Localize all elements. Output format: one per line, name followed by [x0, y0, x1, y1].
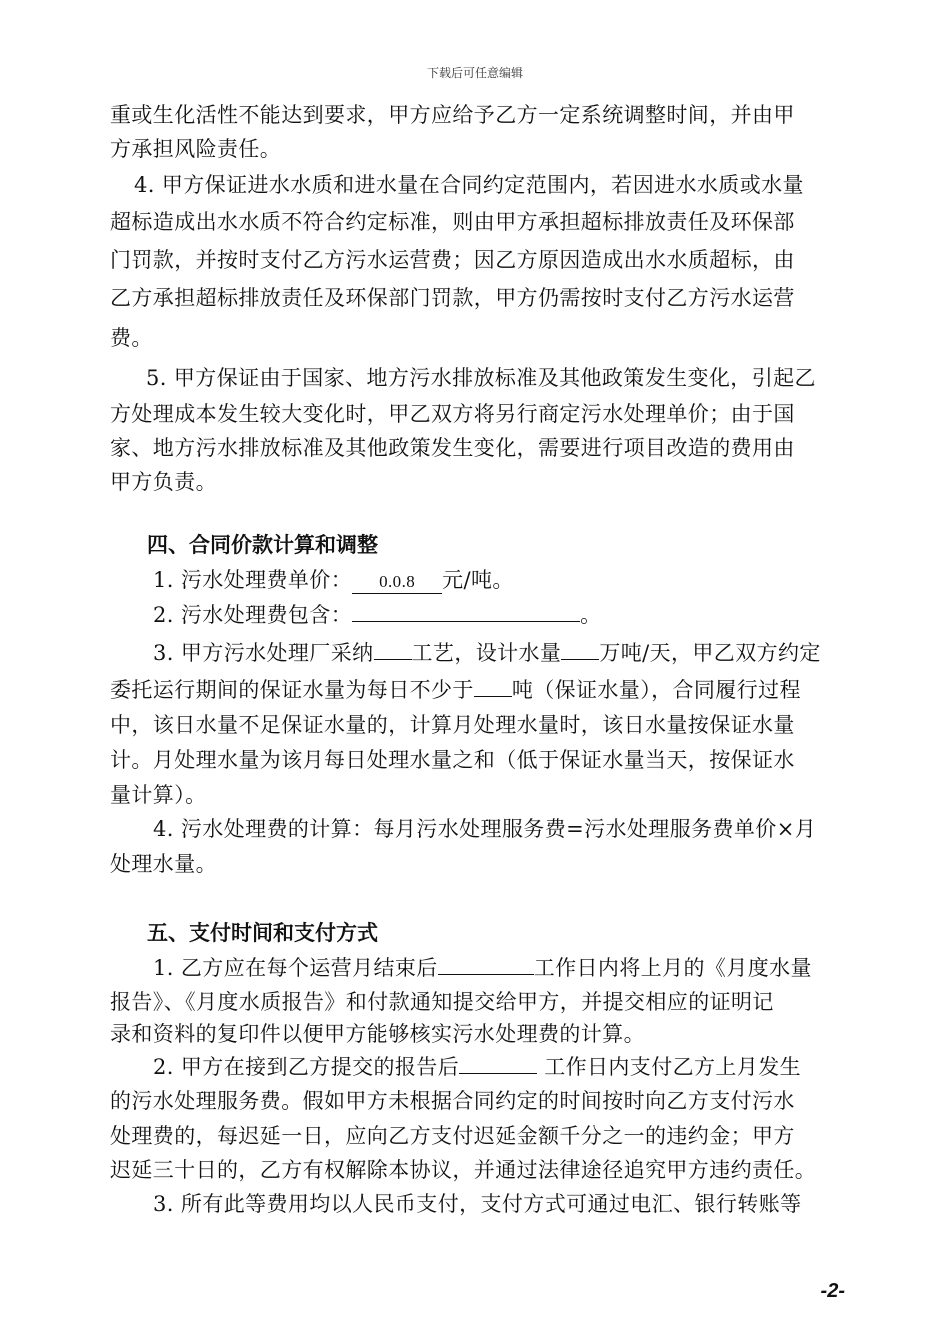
- clause-process: [153, 638, 893, 668]
- design-volume-blank: [561, 659, 599, 660]
- clause-text: 万吨/天，甲乙双方约定: [599, 641, 821, 665]
- clause-text: 元/吨。: [442, 568, 514, 592]
- report-days-blank: [438, 974, 534, 975]
- page-header: 下载后可任意编辑: [426, 66, 523, 80]
- guarantee-volume-blank: [474, 696, 512, 697]
- clause-text: 1. 乙方应在每个运营月结束后: [153, 956, 438, 980]
- body-line: 方处理成本发生较大变化时，甲乙双方将另行商定污水处理单价；由于国: [110, 402, 795, 426]
- clause-text: 工艺，设计水量: [411, 641, 562, 665]
- body-line: 处理水量。: [110, 852, 217, 876]
- clause-pay-days: [153, 1052, 893, 1082]
- body-line: 3. 所有此等费用均以人民币支付，支付方式可通过电汇、银行转账等: [153, 1192, 802, 1216]
- body-line: 费。: [110, 326, 153, 350]
- body-line: 超标造成出水水质不符合约定标准，则由甲方承担超标排放责任及环保部: [110, 210, 795, 234]
- clause-report-days: [153, 953, 893, 983]
- body-line: 中，该日水量不足保证水量的，计算月处理水量时，该日水量按保证水量: [110, 713, 795, 737]
- body-line: 迟延三十日的，乙方有权解除本协议，并通过法律途径追究甲方违约责任。: [110, 1158, 817, 1182]
- process-blank: [374, 659, 412, 660]
- body-line: 4. 污水处理费的计算：每月污水处理服务费=污水处理服务费单价×月: [153, 817, 817, 841]
- clause-guarantee: [110, 675, 850, 705]
- clause-text: 2. 甲方在接到乙方提交的报告后: [153, 1055, 460, 1079]
- body-line: 录和资料的复印件以便甲方能够核实污水处理费的计算。: [110, 1022, 645, 1046]
- fee-includes-blank: [352, 621, 580, 622]
- body-line: 量计算）。: [110, 783, 207, 807]
- body-line: 计。月处理水量为该月每日处理水量之和（低于保证水量当天，按保证水: [110, 748, 795, 772]
- clause-text: 吨（保证水量），合同履行过程: [511, 678, 801, 702]
- body-line: 方承担风险责任。: [110, 137, 282, 161]
- clause-text: 委托运行期间的保证水量为每日不少于: [110, 678, 474, 702]
- body-line: 门罚款，并按时支付乙方污水运营费；因乙方原因造成出水水质超标，由: [110, 248, 795, 272]
- body-line: 重或生化活性不能达到要求，甲方应给予乙方一定系统调整时间，并由甲: [110, 103, 795, 127]
- clause-text: 1. 污水处理费单价：: [153, 568, 353, 592]
- section-heading-5: 五、支付时间和支付方式: [147, 921, 378, 945]
- clause-unit-price: [153, 565, 893, 595]
- clause-text: 工作日内将上月的《月度水量: [533, 956, 812, 980]
- section-heading-4: 四、合同价款计算和调整: [147, 533, 378, 557]
- unit-price-value: 0.0.8: [352, 571, 442, 594]
- body-line: 的污水处理服务费。假如甲方未根据合同约定的时间按时向乙方支付污水: [110, 1089, 795, 1113]
- pay-days-blank: [459, 1073, 537, 1074]
- clause-text: 。: [580, 603, 602, 627]
- body-line: 4. 甲方保证进水水质和进水量在合同约定范围内，若因进水水质或水量: [134, 173, 804, 197]
- body-line: 处理费的，每迟延一日，应向乙方支付迟延金额千分之一的违约金；甲方: [110, 1124, 795, 1148]
- page-number: -2-: [820, 1280, 845, 1302]
- body-line: 家、地方污水排放标准及其他政策发生变化，需要进行项目改造的费用由: [110, 436, 795, 460]
- body-line: 乙方承担超标排放责任及环保部门罚款，甲方仍需按时支付乙方污水运营: [110, 286, 795, 310]
- clause-text: 2. 污水处理费包含：: [153, 603, 353, 627]
- body-line: 5. 甲方保证由于国家、地方污水排放标准及其他政策发生变化，引起乙: [146, 366, 816, 390]
- body-line: 甲方负责。: [110, 470, 217, 494]
- clause-fee-includes: [153, 600, 893, 630]
- clause-text: 3. 甲方污水处理厂采纳: [153, 641, 374, 665]
- clause-text: 工作日内支付乙方上月发生: [537, 1055, 801, 1079]
- body-line: 报告》、《月度水质报告》和付款通知提交给甲方，并提交相应的证明记: [110, 990, 774, 1014]
